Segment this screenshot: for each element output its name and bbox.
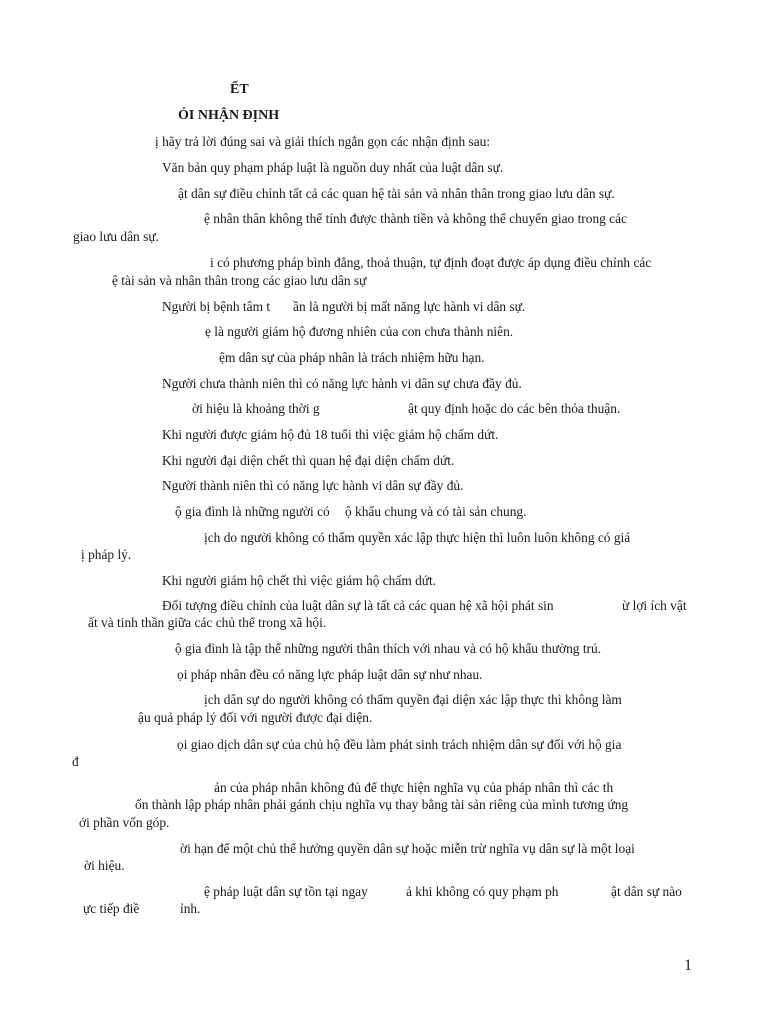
statement-21-cont-2: ới phần vốn góp. [79, 815, 170, 830]
statement-3-cont: giao lưu dân sự. [73, 229, 159, 244]
statement-4-cont: ệ tài sản và nhân thân trong các giao lưu dân sự [112, 273, 367, 288]
statement-2: ật dân sự điều chỉnh tất cả các quan hệ tài sản và nhân thân trong giao lưu dân sự. [178, 186, 615, 201]
statement-20-cont: đ [72, 754, 79, 769]
statement-7: ệm dân sự của pháp nhân là trách nhiệm hữu hạn. [219, 350, 485, 365]
statement-16-part-2: ừ lợi ích vật [622, 598, 687, 613]
statement-5-part-1: Người bị bệnh tâm t [162, 299, 271, 314]
statement-6: ẹ là người giám hộ đương nhiên của con chưa thành niên. [205, 324, 514, 339]
statement-20: ọi giao dịch dân sự của chủ hộ đều làm phát sinh trách nhiệm dân sự đối với hộ gia [177, 737, 622, 752]
page-number: 1 [684, 957, 692, 974]
statement-15: Khi người giám hộ chết thì việc giám hộ chấm dứt. [162, 573, 437, 588]
statement-4: i có phương pháp bình đẳng, thoả thuận, tự định đoạt được áp dụng điều chỉnh các [210, 255, 652, 270]
statement-23-part-3: ật dân sự nào [611, 884, 682, 899]
statement-9-part-2: ật quy định hoặc do các bên thỏa thuận. [408, 401, 621, 416]
intro-text: ị hãy trả lời đúng sai và giải thích ngắn gọn các nhận định sau: [155, 134, 491, 149]
statement-22: ời hạn để một chủ thể hưởng quyền dân sự hoặc miễn trừ nghĩa vụ dân sự là một loại [180, 841, 635, 856]
statement-10: Khi người được giám hộ đủ 18 tuổi thì việc giám hộ chấm dứt. [162, 427, 499, 442]
statement-14-cont: ị pháp lý. [81, 547, 132, 562]
statement-16-part-1: Đối tượng điều chỉnh của luật dân sự là tất cả các quan hệ xã hội phát sin [162, 598, 554, 613]
heading-line-1: ẾT [230, 82, 249, 97]
statement-21: ản của pháp nhân không đủ để thực hiện nghĩa vụ của pháp nhân thì các th [214, 780, 614, 795]
statement-9-part-1: ời hiệu là khoảng thời g [192, 401, 320, 416]
statement-1: Văn bản quy phạm pháp luật là nguồn duy nhất của luật dân sự. [162, 160, 504, 175]
statement-19: ịch dân sự do người không có thẩm quyền đại diện xác lập thực thì không làm [204, 692, 622, 707]
statement-8: Người chưa thành niên thì có năng lực hành vi dân sự chưa đầy đủ. [162, 376, 522, 391]
statement-23-part-2: ả khi không có quy phạm ph [406, 884, 559, 899]
statement-16-cont: ất và tinh thần giữa các chủ thể trong xã hội. [88, 615, 327, 630]
statement-5-part-2: ần là người bị mất năng lực hành vi dân sự. [293, 299, 526, 314]
statement-18: ọi pháp nhân đều có năng lực pháp luật dân sự như nhau. [177, 667, 483, 682]
statement-23-cont-1: ực tiếp điề [83, 901, 140, 916]
statement-23-cont-2: ỉnh. [180, 901, 201, 916]
statement-12: Người thành niên thì có năng lực hành vi dân sự đầy đủ. [162, 478, 464, 493]
statement-13-part-1: ộ gia đình là những người có [175, 504, 330, 519]
statement-17: ộ gia đình là tập thể những người thân thích với nhau và có hộ khẩu thường trú. [175, 641, 602, 656]
statement-21-cont: ốn thành lập pháp nhân phải gánh chịu nghĩa vụ thay bằng tài sản riêng của mình tương ứng [135, 797, 629, 812]
statement-19-cont: ậu quả pháp lý đối với người được đại diện. [138, 710, 373, 725]
statement-14: ịch do người không có thẩm quyền xác lập thực hiện thì luôn luôn không có giá [204, 530, 631, 545]
statement-11: Khi người đại diện chết thì quan hệ đại diện chấm dứt. [162, 453, 455, 468]
statement-23-part-1: ệ pháp luật dân sự tồn tại ngay [204, 884, 368, 899]
statement-13-part-2: ộ khẩu chung và có tài sản chung. [345, 504, 527, 519]
heading-line-2: ỎI NHẬN ĐỊNH [178, 108, 280, 123]
statement-3: ệ nhân thân không thể tính được thành tiền và không thể chuyển giao trong các [204, 211, 628, 226]
statement-22-cont: ời hiệu. [84, 858, 125, 873]
